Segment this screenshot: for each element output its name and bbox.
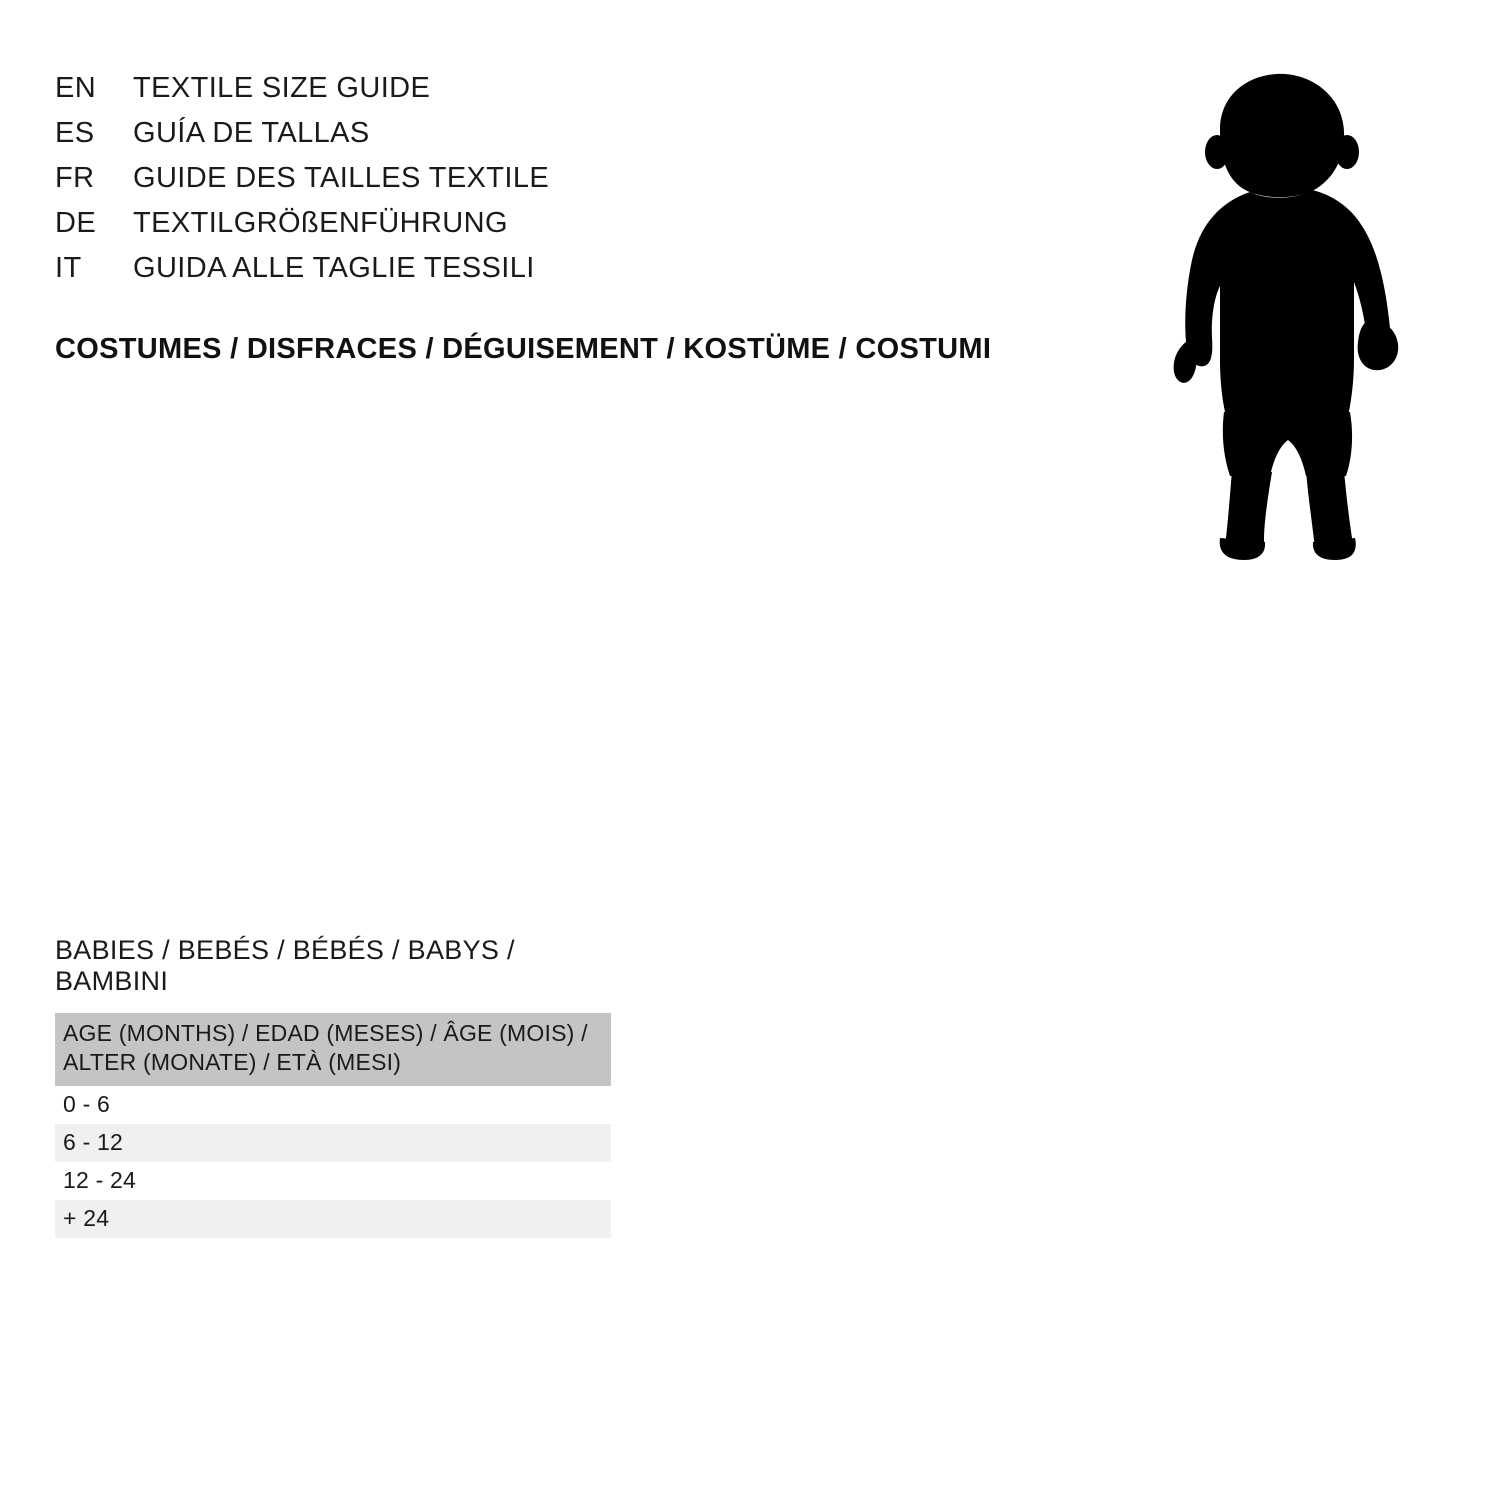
table-header-row xyxy=(55,1013,611,1086)
language-text-it: GUIDA ALLE TAGLIE TESSILI xyxy=(133,252,535,284)
language-code-fr: FR xyxy=(55,162,95,194)
language-text-en: TEXTILE SIZE GUIDE xyxy=(133,72,431,104)
size-table xyxy=(55,1013,611,1238)
language-row-it xyxy=(55,252,835,297)
table-row xyxy=(55,1200,611,1238)
language-code-de: DE xyxy=(55,207,97,239)
table-header-age: AGE (MONTHS) / EDAD (MESES) / ÂGE (MOIS) / ALTER (MONATE) / ETÀ (MESI) xyxy=(55,1013,611,1086)
table-row xyxy=(55,1162,611,1200)
language-row-de xyxy=(55,207,835,252)
table-cell-age: + 24 xyxy=(55,1200,611,1238)
language-row-fr xyxy=(55,162,835,207)
language-text-de: TEXTILGRÖßENFÜHRUNG xyxy=(133,207,508,239)
table-cell-age: 0 - 6 xyxy=(55,1086,611,1124)
language-row-es xyxy=(55,117,835,162)
category-line: COSTUMES / DISFRACES / DÉGUISEMENT / KOSTÜME / COSTUMI xyxy=(55,333,992,365)
table-row xyxy=(55,1086,611,1124)
language-code-it: IT xyxy=(55,252,82,284)
toddler-silhouette-icon xyxy=(1100,60,1460,560)
language-list xyxy=(55,72,835,297)
table-caption: BABIES / BEBÉS / BÉBÉS / BABYS / BAMBINI xyxy=(55,935,515,996)
table-row xyxy=(55,1124,611,1162)
language-row-en xyxy=(55,72,835,117)
language-code-en: EN xyxy=(55,72,97,104)
size-table-section xyxy=(55,935,615,1238)
language-text-fr: GUIDE DES TAILLES TEXTILE xyxy=(133,162,550,194)
table-cell-age: 12 - 24 xyxy=(55,1162,611,1200)
language-text-es: GUÍA DE TALLAS xyxy=(133,117,370,149)
language-code-es: ES xyxy=(55,117,95,149)
table-cell-age: 6 - 12 xyxy=(55,1124,611,1162)
